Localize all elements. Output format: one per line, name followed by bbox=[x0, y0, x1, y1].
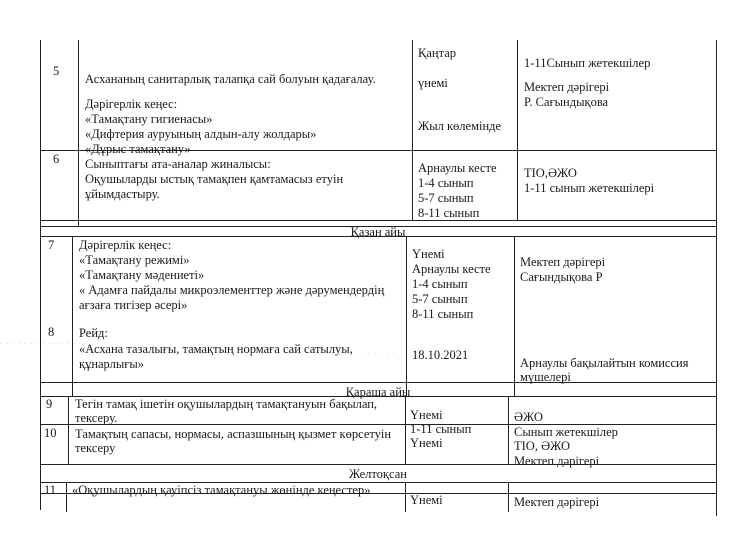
activity-line: Оқушыларды ыстық тамақпен қамтамасыз етуін bbox=[85, 172, 344, 186]
col-divider-num bbox=[66, 482, 67, 512]
responsible-line: ТІО,ӘЖО bbox=[524, 166, 577, 180]
activity-line: «Тамақтану гигиенасы» bbox=[85, 112, 213, 126]
activity-line: ұйымдастыру. bbox=[85, 187, 160, 201]
timing-line: үнемі bbox=[418, 76, 448, 90]
timing-line: 1-4 сынып bbox=[418, 176, 474, 190]
responsible-line: Мектеп дәрігері bbox=[514, 454, 600, 468]
col-divider-resp bbox=[508, 482, 509, 512]
responsible-line: 1-11Сынып жетекшілер bbox=[524, 56, 651, 70]
activity-line: Сыныптағы ата-аналар жиналысы: bbox=[85, 157, 271, 171]
col-divider-time bbox=[405, 482, 406, 512]
activity-line: ағзаға тигізер әсері» bbox=[79, 298, 188, 312]
activity-line: Дәрігерлік кеңес: bbox=[85, 97, 178, 111]
responsible-line: мүшелері bbox=[520, 370, 571, 384]
col-divider-resp bbox=[517, 40, 518, 220]
row-number: 11 bbox=[44, 483, 57, 497]
row-divider bbox=[40, 382, 716, 383]
row-number: 7 bbox=[48, 238, 55, 252]
activity-line: « Адамға пайдалы микроэлементтер және дәрумендердің bbox=[79, 283, 385, 297]
responsible-line: Сынып жетекшілер bbox=[514, 425, 618, 439]
scan-artifact: · · · · · · bbox=[362, 350, 396, 358]
responsible-line: Р. Сағындықова bbox=[524, 95, 609, 109]
col-divider-num bbox=[72, 236, 73, 396]
responsible-line: Сағындықова Р bbox=[520, 270, 603, 284]
responsible-line: 1-11 сынып жетекшілері bbox=[524, 181, 655, 195]
activity-line: Тамақтың сапасы, нормасы, аспазшының қызмет көрсетуін bbox=[75, 427, 392, 441]
activity-line: тексеру. bbox=[75, 411, 118, 425]
activity-line: «Тамақтану режимі» bbox=[79, 253, 190, 267]
activity-line: «Дифтерия ауруының алдын-алу жолдары» bbox=[85, 127, 317, 141]
col-divider-resp bbox=[508, 396, 509, 464]
activity-line: Рейд: bbox=[79, 326, 108, 340]
responsible-line: Мектеп дәрігері bbox=[514, 495, 600, 509]
row-number: 8 bbox=[48, 325, 55, 339]
col-divider-resp bbox=[514, 236, 515, 396]
responsible-line: Арнаулы бақылайтын комиссия bbox=[520, 356, 689, 370]
timing-line: Үнемі bbox=[410, 436, 443, 450]
col-divider-num bbox=[68, 396, 69, 464]
activity-line: тексеру bbox=[75, 441, 116, 455]
activity-line: «Дұрыс тамақтану» bbox=[85, 142, 191, 156]
month-header: Желтоқсан bbox=[349, 467, 407, 481]
row-number: 10 bbox=[44, 426, 57, 440]
responsible-line: Мектеп дәрігері bbox=[524, 80, 610, 94]
timing-line: Үнемі bbox=[412, 247, 445, 261]
col-divider-time bbox=[412, 40, 413, 220]
row-number: 9 bbox=[46, 397, 53, 411]
timing-line: Үнемі bbox=[410, 493, 443, 507]
col-divider-time bbox=[405, 396, 406, 464]
timing-line: 1-11 сынып bbox=[410, 422, 472, 436]
row-number: 5 bbox=[53, 64, 60, 78]
responsible-line: ӘЖО bbox=[514, 410, 543, 424]
row-divider bbox=[40, 220, 716, 221]
responsible-line: ТІО, ӘЖО bbox=[514, 439, 571, 453]
activity-line: «Тамақтану мәдениеті» bbox=[79, 268, 205, 282]
responsible-line: Мектеп дәрігері bbox=[520, 255, 606, 269]
timing-line: Қаңтар bbox=[418, 46, 456, 60]
timing-line: Арнаулы кесте bbox=[412, 262, 491, 276]
timing-line: 5-7 сынып bbox=[412, 292, 468, 306]
timing-line: Арнаулы кесте bbox=[418, 161, 497, 175]
col-divider-num bbox=[78, 40, 79, 226]
month-header: Қазан айы bbox=[350, 225, 406, 239]
activity-line: Асхананың санитарлық талапқа сай болуын қадағалау. bbox=[85, 72, 376, 86]
activity-line: «Асхана тазалығы, тамақтың нормаға сай сатылуы, bbox=[79, 342, 353, 356]
row-number: 6 bbox=[53, 152, 60, 166]
timing-line: 8-11 сынып bbox=[412, 307, 474, 321]
timing-line: Үнемі bbox=[410, 408, 443, 422]
col-divider-time bbox=[406, 236, 407, 396]
row-divider bbox=[40, 464, 716, 465]
scan-artifact: · · · · · · · · · · · · · · bbox=[0, 340, 83, 348]
activity-line: Дәрігерлік кеңес: bbox=[79, 238, 172, 252]
timing-line: Жыл көлемінде bbox=[418, 119, 502, 133]
table-border-right bbox=[716, 40, 717, 516]
activity-line: «Оқушылардың қауіпсіз тамақтануы жөнінде кеңестер» bbox=[72, 483, 371, 497]
timing-line: 5-7 сынып bbox=[418, 191, 474, 205]
activity-line: құнарлығы» bbox=[79, 357, 145, 371]
timing-line: 18.10.2021 bbox=[412, 348, 469, 362]
month-header: Қараша айы bbox=[345, 385, 411, 399]
table-border-left bbox=[40, 40, 41, 510]
activity-line: Тегін тамақ ішетін оқушылардың тамақтануын бақылап, bbox=[75, 397, 378, 411]
timing-line: 1-4 сынып bbox=[412, 277, 468, 291]
timing-line: 8-11 сынып bbox=[418, 206, 480, 220]
